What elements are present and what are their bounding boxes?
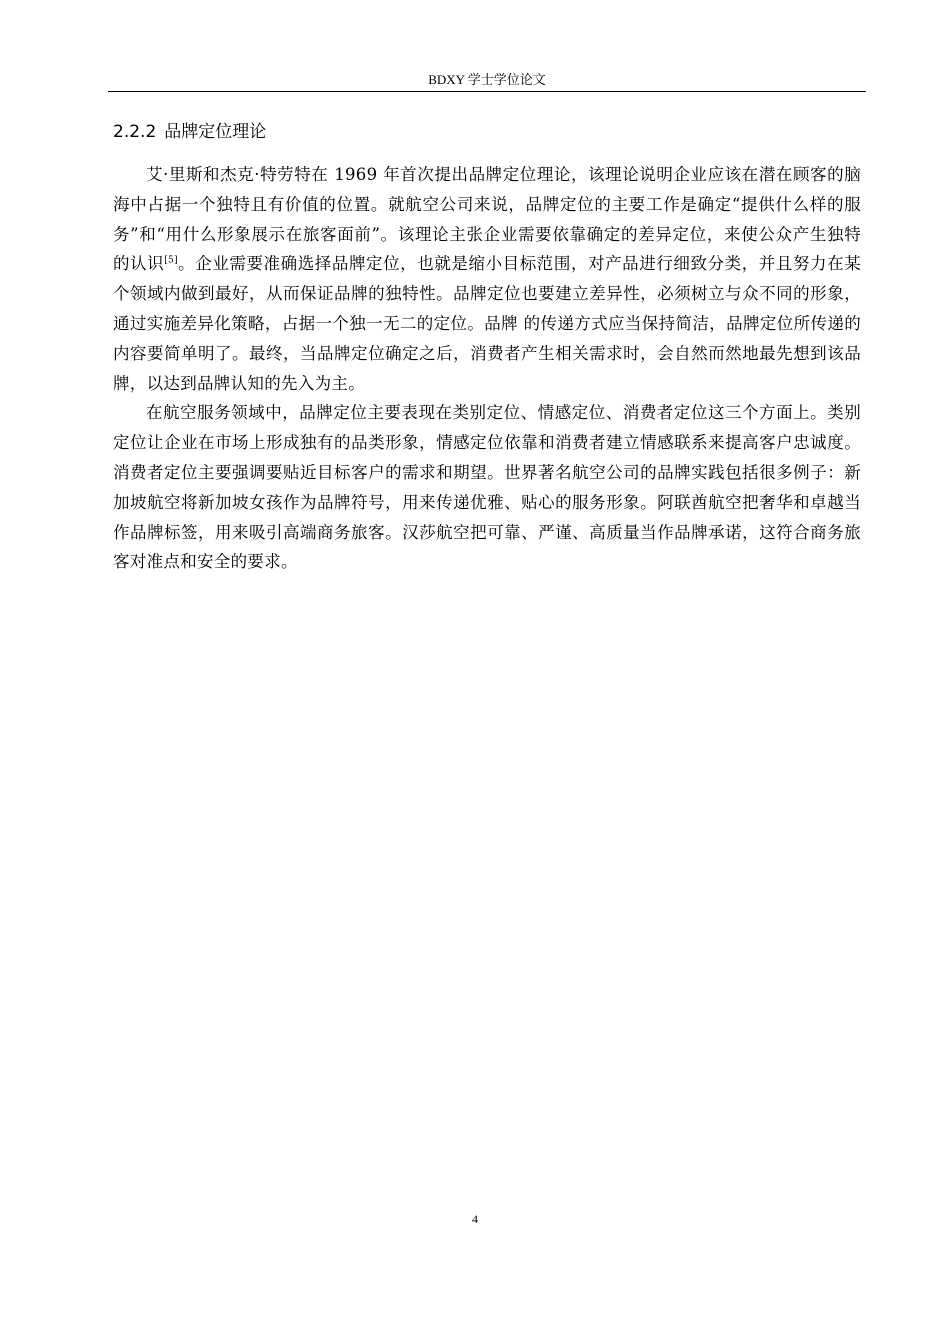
- header-divider: [108, 91, 866, 92]
- paragraph-1-text-b: 。企业需要准确选择品牌定位，也就是缩小目标范围，对产品进行细致分类，并且努力在某个领域内做到最好，从而保证品牌的独特性。品牌定位也要建立差异性，必须树立与众不同的形象，通过实施差异化策略，占据一个独一无二的定位。品牌 的传递方式应当保持简洁，品牌定位所传递的内容要简单明了。最终，当品牌定位确定之后，消费者产生相关需求时，会自然而然地最先想到该品牌，以达到品牌认知的先入为主。: [113, 254, 861, 393]
- section-title: 品牌定位理论: [164, 122, 267, 142]
- page-number: 4: [472, 1212, 478, 1226]
- section-number: 2.2.2: [113, 122, 157, 142]
- body-text: [113, 160, 861, 577]
- citation-marker: [5]: [164, 255, 178, 266]
- section-heading: [113, 121, 266, 143]
- header-title: BDXY 学士学位论文: [428, 72, 546, 87]
- paragraph-1: [113, 160, 861, 398]
- paragraph-1-text-a: 艾·里斯和杰克·特劳特在 1969 年首次提出品牌定位理论，该理论说明企业应该在潜在顾客的脑海中占据一个独特且有价值的位置。就航空公司来说，品牌定位的主要工作是确定“提供什么样的服务”和“用什么形象展示在旅客面前”。该理论主张企业需要依靠确定的差异定位，来使公众产生独特的认识: [113, 165, 861, 274]
- paragraph-2: 在航空服务领域中，品牌定位主要表现在类别定位、情感定位、消费者定位这三个方面上。类别定位让企业在市场上形成独有的品类形象，情感定位依靠和消费者建立情感联系来提高客户忠诚度。消费者定位主要强调要贴近目标客户的需求和期望。世界著名航空公司的品牌实践包括很多例子：新加坡航空将新加坡女孩作为品牌符号，用来传递优雅、贴心的服务形象。阿联酋航空把奢华和卓越当作品牌标签，用来吸引高端商务旅客。汉莎航空把可靠、严谨、高质量当作品牌承诺，这符合商务旅客对准点和安全的要求。: [113, 403, 861, 572]
- page-header: [108, 72, 866, 92]
